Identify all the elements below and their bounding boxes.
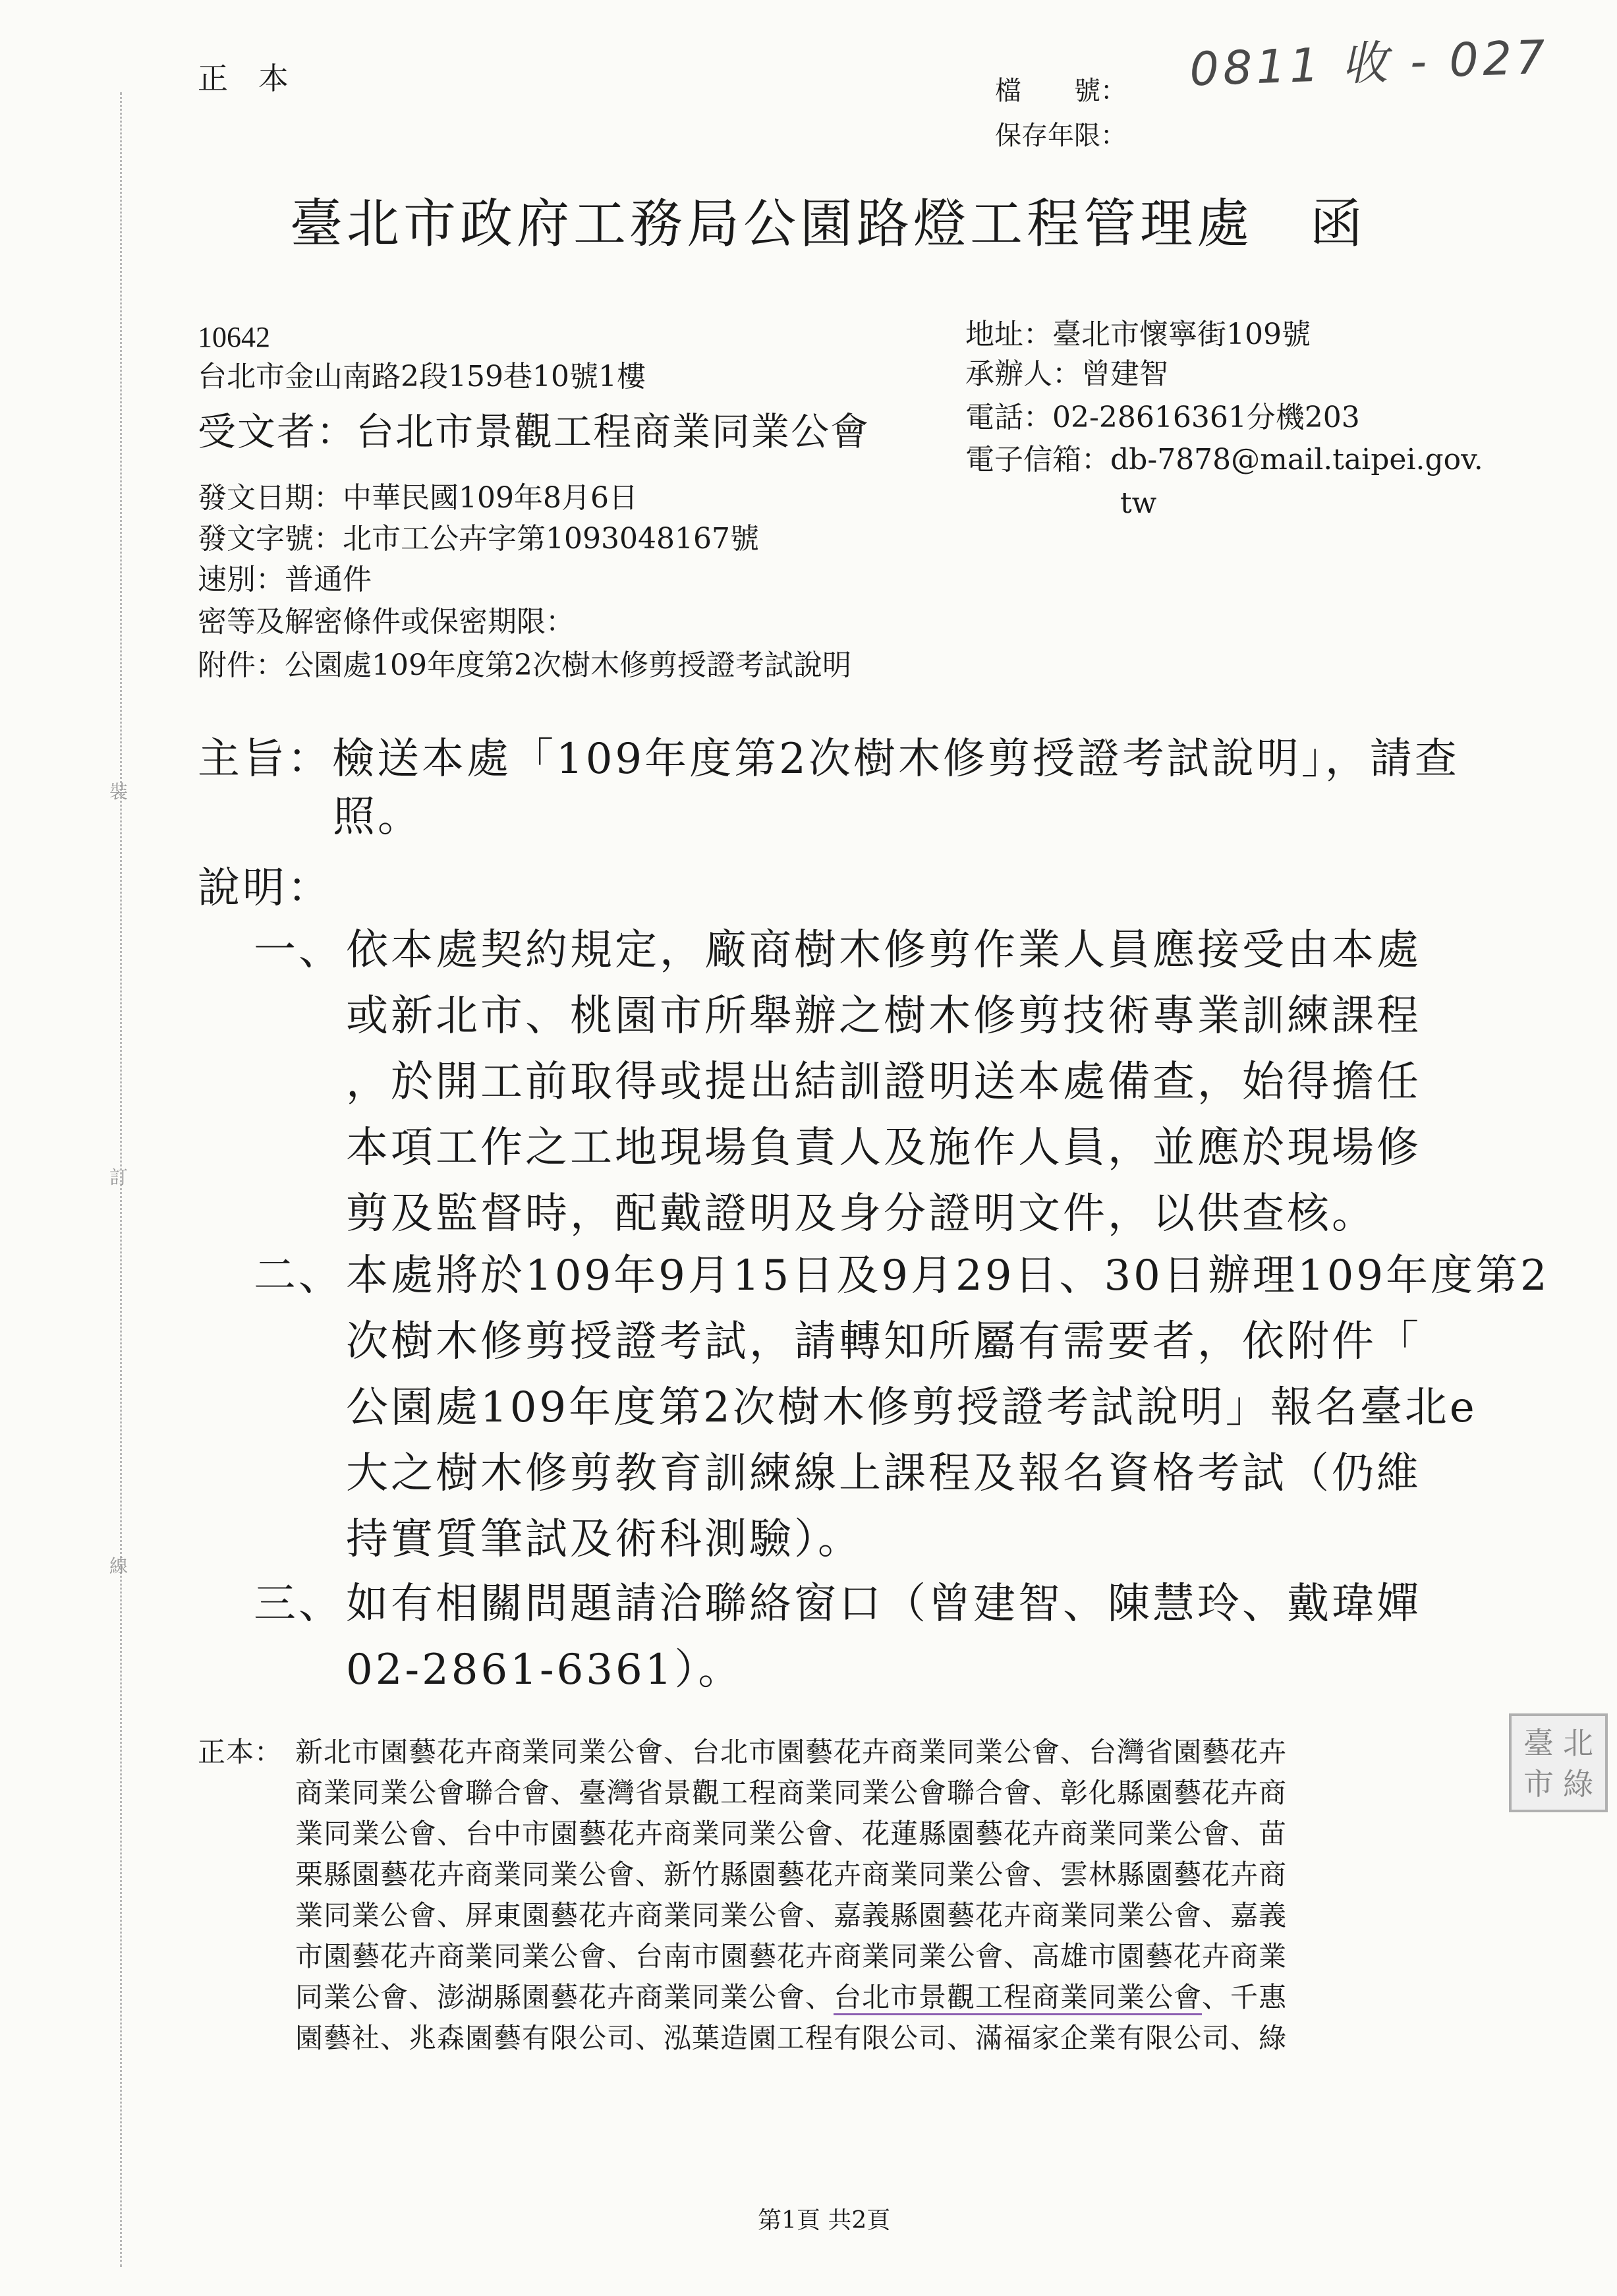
stamp-char: 市 (1523, 1766, 1554, 1802)
handwritten-note: 0811 收 - 027 (1188, 30, 1550, 97)
cc-line: 園藝社、兆森園藝有限公司、泓葉造園工程有限公司、滿福家企業有限公司、綠 (295, 2022, 1288, 2054)
stamp-seal (1509, 1713, 1608, 1812)
item-1-line: 剪及監督時，配戴證明及身分證明文件，以供查核。 (346, 1190, 1376, 1238)
speed-category: 速別：普通件 (198, 563, 372, 596)
cc-highlighted-recipient: 台北市景觀工程商業同業公會 (834, 1981, 1202, 2015)
contact-handler: 承辦人：曾建智 (965, 357, 1168, 391)
contact-phone: 電話：02-28616361分機203 (965, 401, 1360, 434)
page-number: 第1頁 共2頁 (758, 2207, 891, 2234)
item-3-marker: 三、 (254, 1580, 343, 1628)
item-3-line: 如有相關問題請洽聯絡窗口（曾建智、陳慧玲、戴瑋嬋 (346, 1580, 1421, 1628)
contact-email-cont: tw (1120, 486, 1157, 520)
file-number-label: 檔 號： (995, 76, 1127, 106)
cc-line: 業同業公會、屏東園藝花卉商業同業公會、嘉義縣園藝花卉商業同業公會、嘉義 (295, 1899, 1288, 1932)
item-1-line: 本項工作之工地現場負責人及施作人員，並應於現場修 (346, 1124, 1421, 1172)
item-2-line: 次樹木修剪授證考試，請轉知所屬有需要者，依附件「 (346, 1317, 1421, 1366)
item-1-line: 或新北市、桃園市所舉辦之樹木修剪技術專業訓練課程 (346, 992, 1421, 1041)
item-2-line: 公園處109年度第2次樹木修剪授證考試說明」報名臺北e (346, 1383, 1477, 1432)
subject-line-2: 照。 (333, 793, 422, 842)
cc-line: 新北市園藝花卉商業同業公會、台北市園藝花卉商業同業公會、台灣省園藝花卉 (295, 1736, 1288, 1768)
item-1-line: 依本處契約規定，廠商樹木修剪作業人員應接受由本處 (346, 926, 1421, 975)
copy-type-label: 正 本 (198, 61, 289, 96)
explanation-label: 說明： (198, 864, 332, 913)
cc-line (295, 1981, 1288, 2013)
stamp-char: 北 (1563, 1725, 1593, 1761)
recipient-address: 台北市金山南路2段159巷10號1樓 (198, 360, 646, 393)
cc-line: 市園藝花卉商業同業公會、台南市園藝花卉商業同業公會、高雄市園藝花卉商業 (295, 1940, 1288, 1972)
cc-line: 商業同業公會聯合會、臺灣省景觀工程商業同業公會聯合會、彰化縣園藝花卉商 (295, 1777, 1288, 1809)
stamp-char: 臺 (1523, 1725, 1554, 1761)
item-1-marker: 一、 (254, 926, 343, 975)
secrecy-level: 密等及解密條件或保密期限： (198, 605, 575, 639)
cc-label: 正本： (198, 1736, 283, 1768)
attachment: 附件：公園處109年度第2次樹木修剪授證考試說明 (198, 648, 851, 682)
receiver: 受文者：台北市景觀工程商業同業公會 (198, 409, 870, 454)
item-2-line: 大之樹木修剪教育訓練線上課程及報名資格考試（仍維 (346, 1449, 1421, 1498)
document-title: 臺北市政府工務局公園路燈工程管理處 函 (290, 193, 1367, 254)
cc-line-text: 同業公會、澎湖縣園藝花卉商業同業公會、 (295, 1981, 834, 2013)
send-date: 發文日期：中華民國109年8月6日 (198, 481, 638, 515)
stamp-char: 綠 (1563, 1766, 1593, 1802)
cc-line: 栗縣園藝花卉商業同業公會、新竹縣園藝花卉商業同業公會、雲林縣園藝花卉商 (295, 1858, 1288, 1891)
binding-mark-ding: 訂 (109, 1166, 128, 1188)
binding-mark-zhuang: 裝 (109, 781, 128, 803)
item-2-marker: 二、 (254, 1251, 343, 1300)
cc-line: 業同業公會、台中市園藝花卉商業同業公會、花蓮縣園藝花卉商業同業公會、苗 (295, 1818, 1288, 1850)
postal-code: 10642 (198, 321, 270, 353)
item-2-line: 本處將於109年9月15日及9月29日、30日辦理109年度第2 (346, 1251, 1550, 1300)
item-3-line: 02-2861-6361）。 (346, 1646, 743, 1694)
retention-label: 保存年限： (995, 121, 1127, 151)
binding-mark-xian: 線 (109, 1555, 128, 1577)
subject-line-1: 主旨：檢送本處「109年度第2次樹木修剪授證考試說明」，請查 (198, 735, 1460, 784)
contact-email: 電子信箱：db-7878@mail.taipei.gov. (965, 443, 1483, 476)
contact-address: 地址：臺北市懷寧街109號 (965, 318, 1311, 351)
item-2-line: 持實質筆試及術科測驗）。 (346, 1515, 863, 1564)
cc-line-text: 、千惠 (1202, 1981, 1288, 2013)
document-number: 發文字號：北市工公卉字第1093048167號 (198, 522, 759, 556)
item-1-line: ，於開工前取得或提出結訓證明送本處備查，始得擔任 (346, 1058, 1421, 1106)
